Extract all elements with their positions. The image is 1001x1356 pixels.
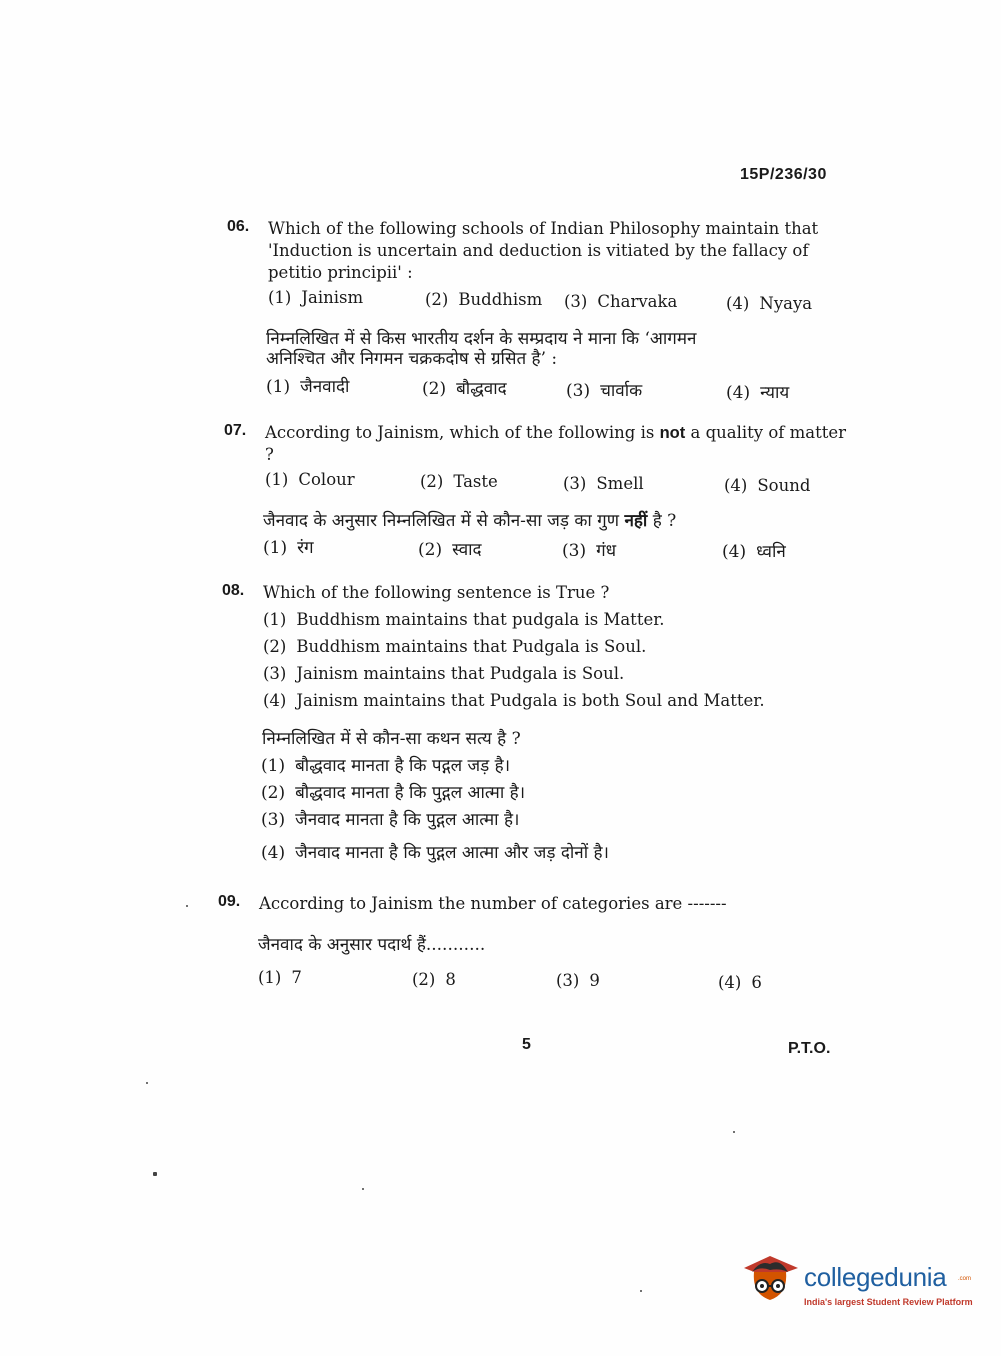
hindi-option-4: (4) ध्वनि — [722, 542, 786, 562]
page-number: 5 — [522, 1036, 531, 1053]
hindi-question-line-1: निम्नलिखित में से किस भारतीय दर्शन के सम्प्रदाय ने माना कि ‘आगमन — [266, 329, 697, 349]
hindi-option-4: (4) जैनवाद मानता है कि पुद्गल आत्मा और जड़ दोनों है। — [261, 843, 609, 863]
mascot-icon — [740, 1250, 802, 1312]
option-3: (3) Jainism maintains that Pudgala is Soul. — [263, 664, 625, 683]
option-4: (4) 6 — [718, 973, 762, 992]
scan-speck — [733, 1131, 735, 1133]
brand-name: collegedunia — [804, 1262, 947, 1292]
paper-code: 15P/236/30 — [740, 166, 827, 183]
option-2: (2) Buddhism — [425, 290, 543, 309]
option-2: (2) Taste — [420, 472, 498, 491]
pto-label: P.T.O. — [788, 1040, 831, 1057]
scan-speck — [146, 1082, 148, 1084]
scan-speck — [640, 1290, 642, 1292]
option-2: (2) Buddhism maintains that Pudgala is Soul. — [263, 637, 647, 656]
scan-speck — [186, 905, 188, 907]
hindi-option-4: (4) न्याय — [726, 383, 790, 403]
option-1: (1) Jainism — [268, 288, 364, 307]
question-number: 09. — [218, 893, 241, 910]
hindi-question: जैनवाद के अनुसार निम्नलिखित में से कौन-सा जड़ का गुण नहीं है ? — [263, 511, 677, 531]
hindi-option-3: (3) जैनवाद मानता है कि पुद्गल आत्मा है। — [261, 810, 520, 830]
brand-domain: .com — [958, 1276, 972, 1282]
question-text: Which of the following sentence is True ? — [263, 583, 610, 602]
question-text: Which of the following schools of Indian Philosophy maintain that 'Induction is uncertain and deduction is vitiated by the fallacy of petitio principii' : — [268, 219, 819, 282]
hindi-option-3: (3) चार्वाक — [566, 381, 643, 401]
hindi-option-2: (2) बौद्धवाद — [422, 379, 507, 399]
option-4: (4) Sound — [724, 476, 811, 495]
question-number: 08. — [222, 582, 245, 599]
option-1: (1) 7 — [258, 968, 302, 987]
option-1: (1) Colour — [265, 470, 355, 489]
hindi-option-1: (1) रंग — [263, 538, 314, 558]
option-4: (4) Jainism maintains that Pudgala is both Soul and Matter. — [263, 691, 765, 710]
hindi-option-1: (1) बौद्धवाद मानता है कि पद्गल जड़ है। — [261, 756, 511, 776]
hindi-option-3: (3) गंध — [562, 541, 617, 561]
option-3: (3) Smell — [563, 474, 644, 493]
question-number: 07. — [224, 422, 247, 439]
question-number: 06. — [227, 218, 250, 235]
option-3: (3) Charvaka — [564, 292, 678, 311]
hindi-question: निम्नलिखित में से कौन-सा कथन सत्य है ? — [262, 729, 521, 749]
option-3: (3) 9 — [556, 971, 600, 990]
option-2: (2) 8 — [412, 970, 456, 989]
hindi-question-line-2: अनिश्चित और निगमन चक्रकदोष से ग्रसित है’ : — [266, 349, 558, 369]
hindi-option-1: (1) जैनवादी — [266, 377, 350, 397]
question-text: According to Jainism the number of categories are ------- — [259, 894, 727, 913]
brand-tagline: India's largest Student Review Platform — [804, 1297, 973, 1307]
scan-speck — [362, 1188, 364, 1190]
question-text: According to Jainism, which of the following is not a quality of matter ? — [265, 423, 847, 464]
scan-speck — [153, 1172, 157, 1176]
hindi-option-2: (2) स्वाद — [418, 540, 482, 560]
hindi-question: जैनवाद के अनुसार पदार्थ हैं........... — [258, 935, 486, 955]
option-1: (1) Buddhism maintains that pudgala is Matter. — [263, 610, 665, 629]
option-4: (4) Nyaya — [726, 294, 813, 313]
hindi-option-2: (2) बौद्धवाद मानता है कि पुद्गल आत्मा है। — [261, 783, 526, 803]
